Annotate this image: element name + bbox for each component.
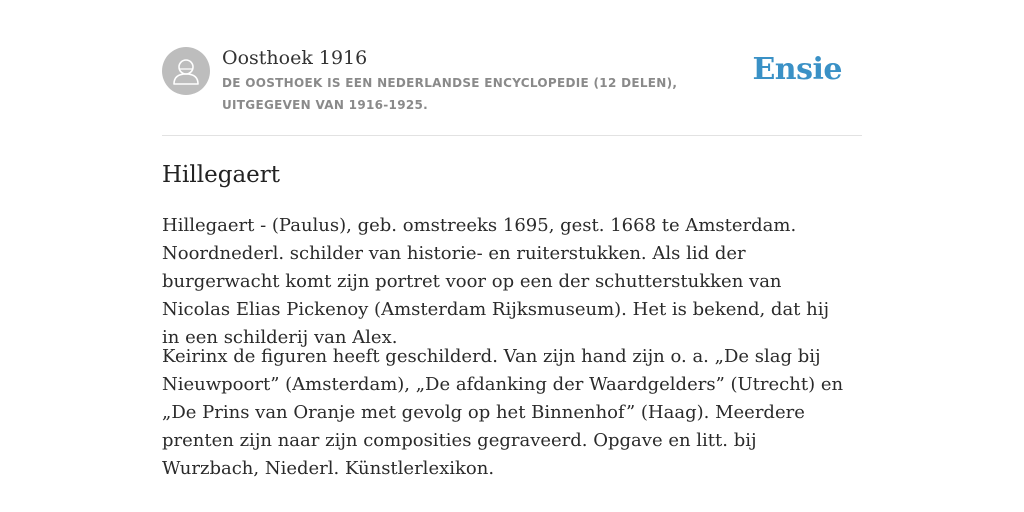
source-description: DE OOSTHOEK IS EEN NEDERLANDSE ENCYCLOPEDIE (12 DELEN), UITGEGEVEN VAN 1916-1925. xyxy=(222,76,678,112)
article-title: Hillegaert xyxy=(162,162,281,188)
user-icon[interactable] xyxy=(162,47,210,95)
ensie-logo-link[interactable]: Ensie xyxy=(752,52,842,87)
article-paragraph: Keirinx de figuren heeft geschilderd. Van zijn hand zijn o. a. „De slag bij Nieuwpoort” (Amsterdam), „De afdanking der Waardgelders” (Utrecht) en „De Prins van Oranje met gevolg op het Binnenhof” (Haag). Meerdere prenten zijn naar zijn composities gegraveerd. Opgave en litt. bij Wurzbach, Niederl. Künstlerlexikon. xyxy=(162,346,844,479)
source-title[interactable]: Oosthoek 1916 xyxy=(222,47,368,69)
page-content xyxy=(162,0,862,479)
source-header xyxy=(162,0,862,136)
article-paragraph: Hillegaert - (Paulus), geb. omstreeks 1695, gest. 1668 te Amsterdam. Noordnederl. schilder van historie- en ruiterstukken. Als lid der burgerwacht komt zijn portret voor op een der schutterstukken van Nicolas Elias Pickenoy (Amsterdam Rijksmuseum). Het is bekend, dat hij in een schilderij van Alex. xyxy=(162,215,830,348)
